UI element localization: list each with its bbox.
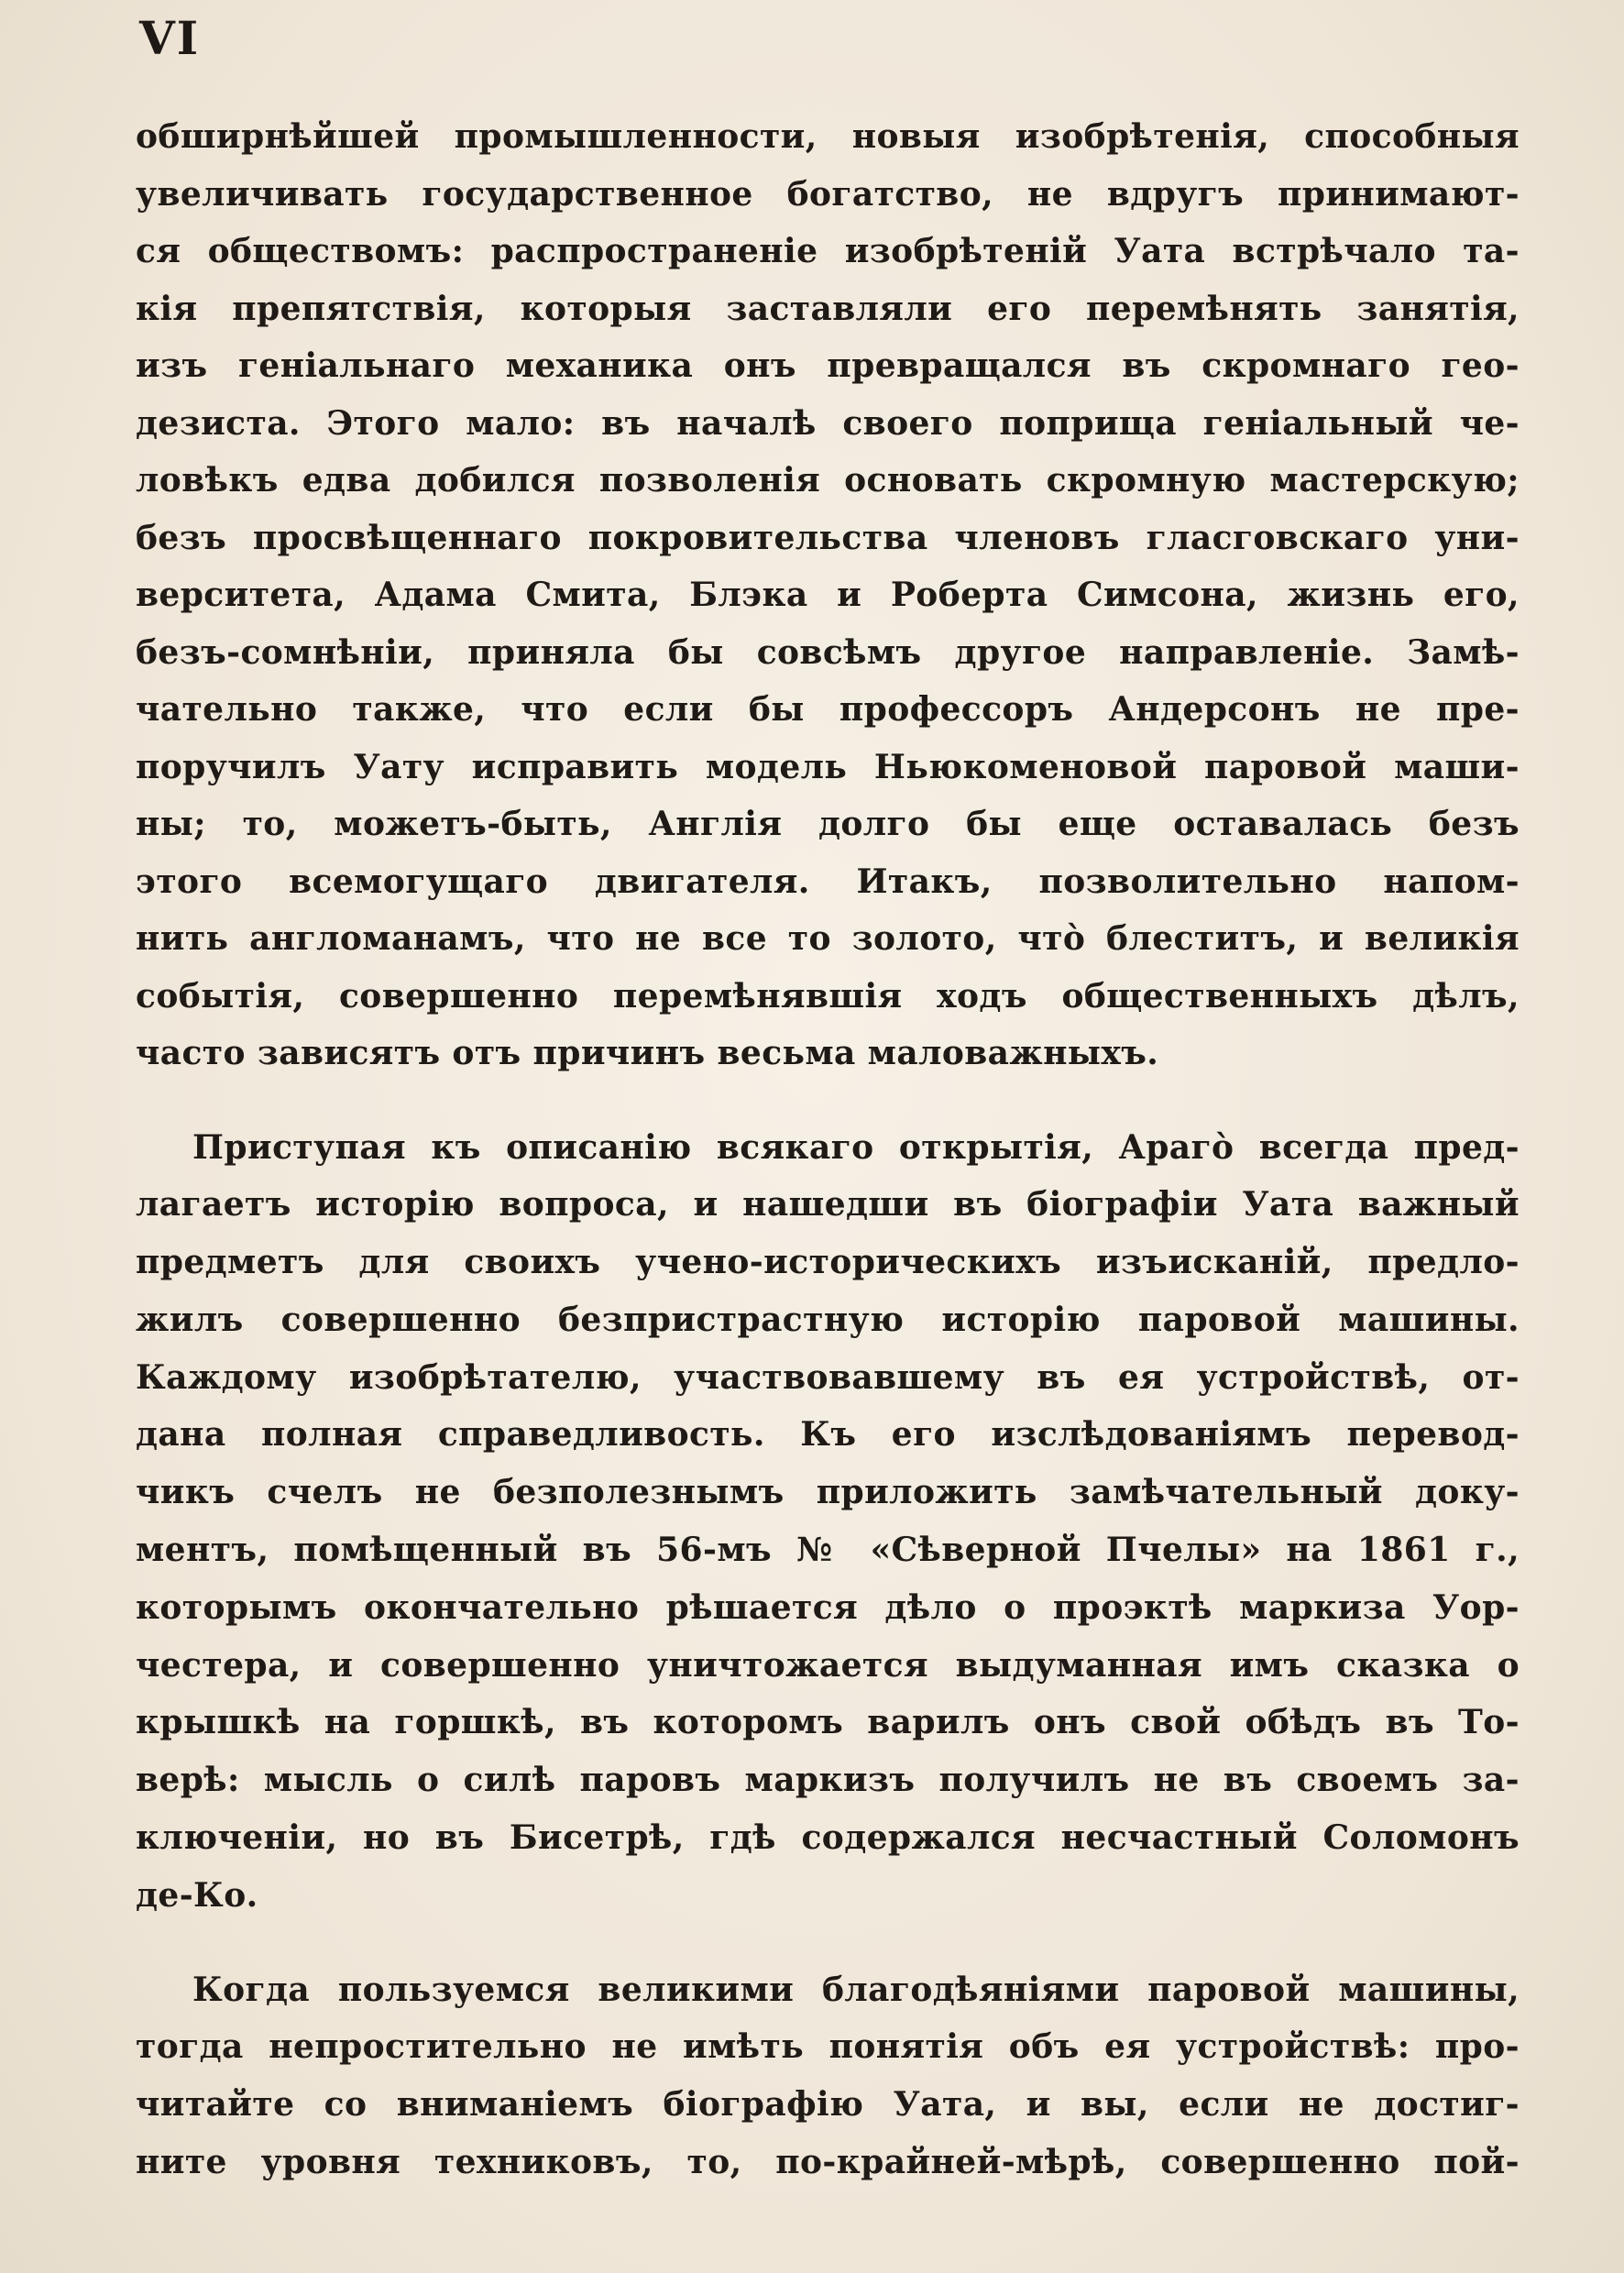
text-line: кія препятствія, которыя заставляли его перемѣнять занятія, xyxy=(136,289,1520,328)
text-line: тогда непростительно не имѣть понятія объ ея устройствѣ: про- xyxy=(136,2027,1520,2067)
text-line: безъ-сомнѣніи, приняла бы совсѣмъ другое направленіе. Замѣ- xyxy=(136,632,1520,672)
paragraph-1 xyxy=(136,108,1520,1082)
text-line: нить англоманамъ, что не все то золото, что̀ блеститъ, и великія xyxy=(136,919,1520,958)
text-line: безъ просвѣщеннаго покровительства членовъ глаcговскаго уни- xyxy=(136,518,1520,557)
text-line: этого всемогущаго двигателя. Итакъ, позволительно напом- xyxy=(136,862,1520,901)
text-line: ловѣкъ едва добился позволенія основать скромную мастерскую; xyxy=(136,461,1520,500)
text-line: де-Ко. xyxy=(136,1875,258,1915)
text-line: крышкѣ на горшкѣ, въ которомъ варилъ онъ свой обѣдъ въ То- xyxy=(136,1703,1520,1742)
text-line: ны; то, можетъ-быть, Англія долго бы еще оставалась безъ xyxy=(136,805,1520,843)
text-line: дана полная справедливость. Къ его изслѣдованіямъ перевод- xyxy=(136,1415,1520,1455)
text-line: событія, совершенно перемѣнявшія ходъ общественныхъ дѣлъ, xyxy=(136,976,1520,1016)
text-line: Каждому изобрѣтателю, участвовавшему въ ея устройствѣ, от- xyxy=(136,1357,1520,1397)
text-line: ключеніи, но въ Бисетрѣ, гдѣ содержался несчастный Соломонъ xyxy=(136,1818,1520,1858)
text-line: честера, и совершенно уничтожается выдуманная имъ сказка о xyxy=(136,1645,1520,1685)
body-text xyxy=(136,108,1520,2228)
text-line: Приступая къ описанію всякаго открытія, Араго̀ всегда пред- xyxy=(192,1127,1520,1167)
text-line: увеличивать государственное богатство, не вдругъ принимают- xyxy=(136,174,1520,214)
text-line: дезиста. Этого мало: въ началѣ своего поприща геніальный че- xyxy=(136,403,1520,443)
text-line: ся обществомъ: распространеніе изобрѣтеній Уата встрѣчало та- xyxy=(136,232,1520,270)
paragraph-3 xyxy=(136,1961,1520,2191)
text-line: которымъ окончательно рѣшается дѣло о проэктѣ маркиза Уор- xyxy=(136,1587,1520,1627)
text-line: предметъ для своихъ учено-историческихъ изъисканій, предло- xyxy=(136,1243,1520,1282)
text-line: часто зависятъ отъ причинъ весьма маловажныхъ. xyxy=(136,1034,1159,1072)
text-line: изъ геніальнаго механика онъ превращался въ скромнаго гео- xyxy=(136,346,1520,385)
text-line: поручилъ Уату исправить модель Ньюкоменовой паровой маши- xyxy=(136,747,1520,786)
text-line: Когда пользуемся великими благодѣяніями паровой машины, xyxy=(192,1970,1520,2009)
text-line: лагаетъ исторію вопроса, и нашедши въ біографіи Уата важный xyxy=(136,1185,1520,1224)
text-line: чательно также, что если бы профессоръ Андерсонъ не пре- xyxy=(136,690,1520,729)
text-line: читайте со вниманіемъ біографію Уата, и вы, если не достиг- xyxy=(136,2085,1520,2125)
text-line: ментъ, помѣщенный въ 56-мъ № «Сѣверной Пчелы» на 1861 г., xyxy=(136,1531,1520,1570)
text-line: верѣ: мысль о силѣ паровъ маркизъ получилъ не въ своемъ за- xyxy=(136,1761,1520,1800)
page-number: VI xyxy=(139,11,201,65)
text-line: жилъ совершенно безпристрастную исторію паровой машины. xyxy=(136,1300,1520,1339)
text-line: верситета, Адама Смита, Блэка и Роберта Симсона, жизнь его, xyxy=(136,576,1520,614)
text-line: ните уровня техниковъ, то, по-крайней-мѣрѣ, совершенно пой- xyxy=(136,2143,1520,2182)
text-line: чикъ счелъ не безполезнымъ приложить замѣчательный доку- xyxy=(136,1473,1520,1512)
paragraph-2 xyxy=(136,1119,1520,1925)
text-line: обширнѣйшей промышленности, новыя изобрѣтенія, способныя xyxy=(136,117,1520,156)
